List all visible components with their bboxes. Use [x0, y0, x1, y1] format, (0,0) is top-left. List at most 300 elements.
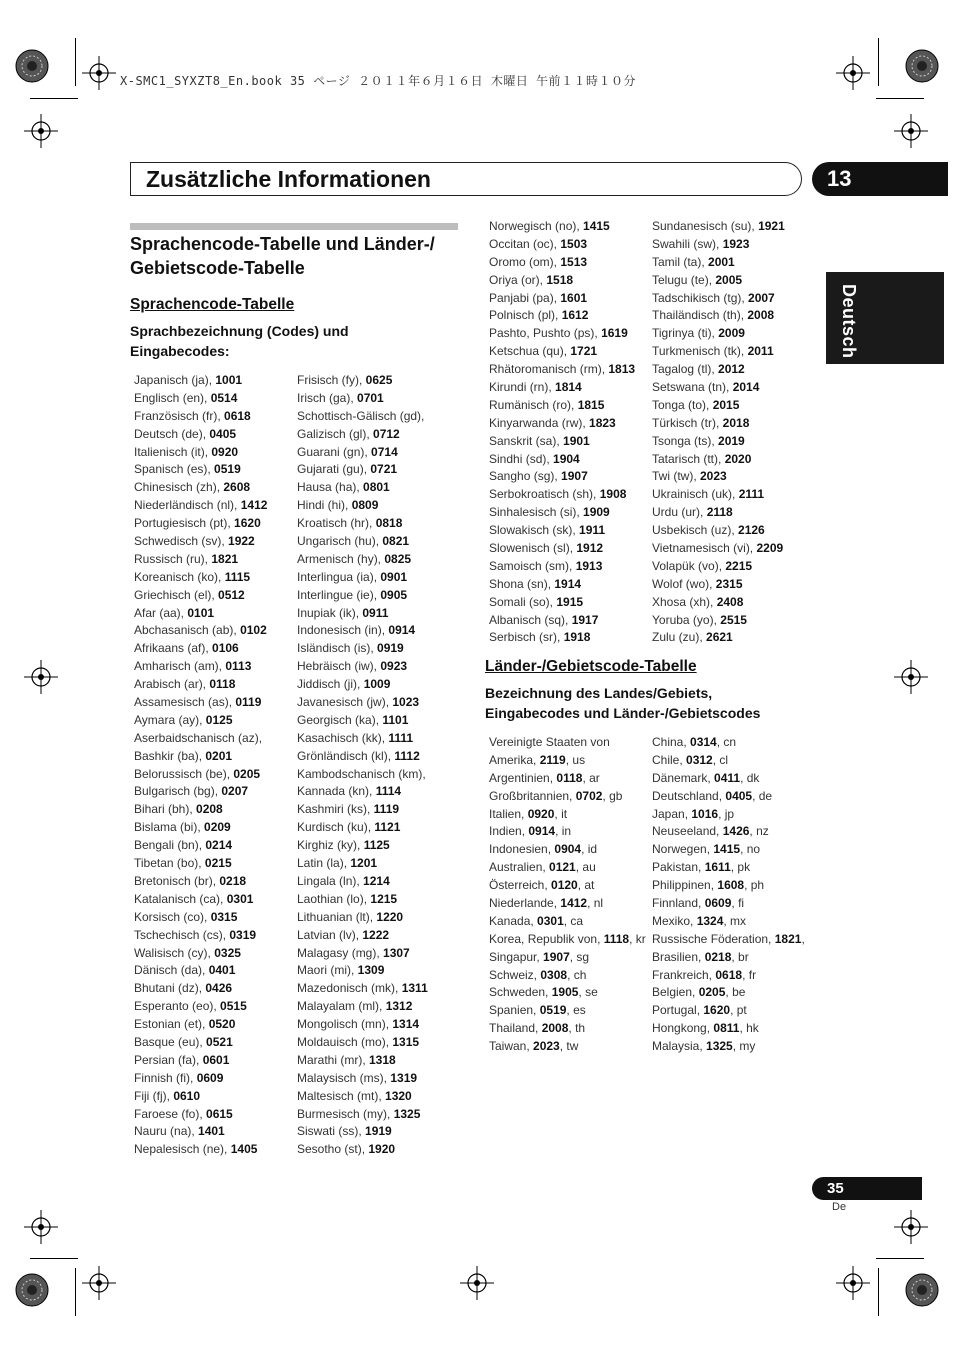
- entry-name: Esperanto (eo),: [134, 999, 221, 1014]
- registration-target-icon: [836, 56, 870, 90]
- entry-name: Occitan (oc),: [489, 236, 561, 251]
- entry-code: 1312: [385, 999, 413, 1014]
- code-entry: [134, 694, 267, 712]
- code-entry: [297, 730, 428, 748]
- entry-code: 2209: [756, 541, 784, 556]
- page-number: 35: [812, 1177, 922, 1200]
- entry-name: Lingala (ln),: [297, 873, 364, 888]
- code-entry: [652, 594, 785, 612]
- registration-target-icon: [836, 1266, 870, 1300]
- entry-code: 1101: [382, 712, 409, 727]
- code-entry: [489, 967, 646, 985]
- entry-code: 0207: [221, 784, 249, 799]
- lang-col-2: [297, 372, 428, 1159]
- code-entry: [489, 397, 635, 415]
- code-entry: [297, 444, 428, 462]
- entry-name: Slowenisch (sl),: [489, 541, 577, 556]
- code-entry: [134, 497, 267, 515]
- code-entry: [297, 1106, 428, 1124]
- entry-code: 0721: [370, 462, 398, 477]
- entry-name: Frankreich,: [652, 967, 716, 982]
- entry-code: 1201: [350, 856, 378, 871]
- entry-name: Italienisch (it),: [134, 444, 212, 459]
- code-entry: [134, 962, 267, 980]
- code-entry: [134, 1070, 267, 1088]
- entry-name: Maltesisch (mt),: [297, 1088, 386, 1103]
- code-entry: [297, 569, 428, 587]
- entry-name: Tigrinya (ti),: [652, 326, 719, 341]
- entry-name: Österreich,: [489, 878, 552, 893]
- entry-name: Schweiz,: [489, 967, 541, 982]
- crop-mark: [876, 98, 924, 99]
- entry-code: 0825: [384, 551, 412, 566]
- code-entry: [297, 748, 428, 766]
- entry-name: Bihari (bh),: [134, 802, 197, 817]
- entry-code: 1119: [373, 802, 400, 817]
- code-entry: [489, 415, 635, 433]
- entry-name: Neuseeland,: [652, 824, 723, 839]
- entry-code: 1907: [561, 469, 588, 484]
- code-entry: [489, 236, 635, 254]
- entry-suffix: , id: [581, 842, 598, 857]
- entry-name: Wolof (wo),: [652, 576, 716, 591]
- entry-name: Usbekisch (uz),: [652, 523, 739, 538]
- entry-code: 0319: [229, 927, 257, 942]
- code-entry: [134, 676, 267, 694]
- code-entry: [134, 1123, 267, 1141]
- code-entry: [297, 909, 428, 927]
- code-entry: [134, 587, 267, 605]
- code-entry: [134, 408, 267, 426]
- entry-code: 0609: [704, 896, 732, 911]
- entry-suffix: , tw: [559, 1039, 579, 1054]
- entry-name: Georgisch (ka),: [297, 712, 383, 727]
- code-entry: [489, 594, 635, 612]
- entry-code: 0618: [224, 408, 251, 423]
- code-entry: [652, 629, 785, 647]
- code-entry: [134, 927, 267, 945]
- entry-name: Oromo (om),: [489, 254, 561, 269]
- entry-name: Irisch (ga),: [297, 390, 358, 405]
- entry-code: 1307: [383, 945, 410, 960]
- entry-code: 0119: [235, 695, 262, 710]
- entry-name: Estonian (et),: [134, 1017, 209, 1032]
- entry-suffix: , cl: [712, 752, 729, 767]
- entry-name: Persian (fa),: [134, 1052, 203, 1067]
- crop-mark: [878, 38, 879, 86]
- entry-suffix: , in: [555, 824, 572, 839]
- entry-code: 1920: [368, 1142, 396, 1157]
- code-entry: [489, 468, 635, 486]
- code-entry: [489, 307, 635, 325]
- code-entry: [297, 980, 428, 998]
- entry-code: 1325: [706, 1039, 733, 1054]
- entry-suffix: , at: [577, 878, 595, 893]
- code-entry: [489, 1002, 646, 1020]
- entry-name: Taiwan,: [489, 1039, 534, 1054]
- code-entry: [489, 752, 646, 770]
- entry-code: 0325: [214, 945, 241, 960]
- code-entry: [489, 806, 646, 824]
- code-entry: [297, 783, 428, 801]
- entry-code: 1215: [370, 891, 398, 906]
- code-entry: [134, 1052, 267, 1070]
- entry-name: Mexiko,: [652, 913, 697, 928]
- entry-suffix: , th: [568, 1021, 586, 1036]
- entry-name: Laothian (lo),: [297, 891, 371, 906]
- entry-code: 1912: [576, 541, 604, 556]
- entry-name: Inupiak (ik),: [297, 605, 363, 620]
- code-entry: [134, 945, 267, 963]
- entry-code: 2001: [708, 254, 735, 269]
- entry-suffix: , ph: [744, 878, 765, 893]
- code-entry: [297, 587, 428, 605]
- code-entry: [652, 379, 785, 397]
- entry-name: Tatarisch (tt),: [652, 451, 725, 466]
- entry-name: Finnland,: [652, 896, 705, 911]
- entry-code: 0201: [205, 748, 233, 763]
- code-entry: [134, 748, 267, 766]
- entry-code: 0215: [204, 856, 232, 871]
- entry-name: Kirghiz (ky),: [297, 838, 364, 853]
- code-entry: [652, 218, 785, 236]
- code-entry: [652, 433, 785, 451]
- entry-name: Malagasy (mg),: [297, 945, 384, 960]
- entry-code: 1112: [394, 748, 420, 763]
- entry-code: 1813: [608, 362, 636, 377]
- entry-code: 0618: [715, 967, 743, 982]
- code-entry: [134, 1088, 267, 1106]
- entry-name: Setswana (tn),: [652, 380, 733, 395]
- entry-name: Sindhi (sd),: [489, 451, 554, 466]
- code-entry: [134, 569, 267, 587]
- entry-code: 0218: [704, 949, 732, 964]
- entry-code: 2315: [715, 576, 743, 591]
- entry-name: Bhutani (dz),: [134, 981, 206, 996]
- entry-name: Maori (mi),: [297, 963, 358, 978]
- entry-code: 1907: [543, 949, 570, 964]
- entry-suffix: , no: [740, 842, 761, 857]
- country-table-subheading: Bezeichnung des Landes/Gebiets, Eingabecodes und Länder-/Gebietscodes: [485, 685, 761, 721]
- entry-code: 1009: [363, 677, 391, 692]
- entry-code: 1917: [571, 612, 599, 627]
- code-entry: [134, 712, 267, 730]
- side-tab-label: Deutsch: [839, 284, 859, 359]
- code-entry: [134, 783, 267, 801]
- entry-code: 1412: [560, 896, 588, 911]
- crop-mark: [878, 1268, 879, 1316]
- entry-name: Urdu (ur),: [652, 505, 707, 520]
- entry-name: Hongkong,: [652, 1021, 714, 1036]
- code-entry: [489, 770, 646, 788]
- entry-suffix: , fr: [742, 967, 757, 982]
- code-entry: [652, 236, 785, 254]
- crop-mark: [75, 38, 76, 86]
- entry-name: Schwedisch (sv),: [134, 534, 229, 549]
- entry-name: Siswati (ss),: [297, 1124, 366, 1139]
- entry-name: Brasilien,: [652, 949, 705, 964]
- entry-name: Deutsch (de),: [134, 426, 210, 441]
- entry-code: 0914: [528, 824, 556, 839]
- code-entry: [652, 558, 785, 576]
- entry-name: Hindi (hi),: [297, 498, 352, 513]
- code-entry: [652, 1020, 805, 1038]
- entry-name: Philippinen,: [652, 878, 718, 893]
- entry-name: Mongolisch (mn),: [297, 1017, 393, 1032]
- code-entry: [297, 551, 428, 569]
- code-entry: [489, 540, 635, 558]
- entry-suffix: , nl: [587, 896, 604, 911]
- entry-name: Türkisch (tr),: [652, 415, 723, 430]
- entry-name: Portugiesisch (pt),: [134, 516, 235, 531]
- entry-code: 0405: [209, 426, 237, 441]
- entry-name: Kambodschanisch (km),: [297, 766, 426, 781]
- entry-name: Frisisch (fy),: [297, 373, 366, 387]
- entry-name: Armenisch (hy),: [297, 551, 385, 566]
- entry-code: 1513: [560, 254, 588, 269]
- country-table-heading: Länder-/Gebietscode-Tabelle: [485, 658, 697, 675]
- code-entry: [489, 1020, 646, 1038]
- entry-code: 1821: [211, 551, 239, 566]
- code-entry: [297, 1016, 428, 1034]
- entry-name: Russische Föderation,: [652, 931, 775, 946]
- country-col-1: [489, 734, 646, 1056]
- entry-code: 1901: [563, 433, 590, 448]
- entry-name: Mazedonisch (mk),: [297, 981, 402, 996]
- entry-name: Japanisch (ja),: [134, 373, 216, 387]
- entry-name: Afrikaans (af),: [134, 641, 213, 656]
- entry-code: 1619: [601, 326, 628, 341]
- entry-code: 1608: [717, 878, 745, 893]
- entry-name: Fiji (fj),: [134, 1088, 174, 1103]
- entry-code: 0601: [202, 1052, 230, 1067]
- entry-suffix: , ch: [567, 967, 587, 982]
- entry-name: Xhosa (xh),: [652, 594, 717, 609]
- entry-code: 2408: [716, 594, 744, 609]
- code-entry: [652, 967, 805, 985]
- entry-code: 0702: [575, 788, 603, 803]
- code-entry: [134, 1016, 267, 1034]
- code-entry: [297, 712, 428, 730]
- entry-name: Griechisch (el),: [134, 587, 219, 602]
- entry-name: Bretonisch (br),: [134, 873, 220, 888]
- code-entry: [297, 1034, 428, 1052]
- code-entry: [652, 415, 785, 433]
- entry-name: Tonga (to),: [652, 397, 713, 412]
- lang-table-heading: Sprachencode-Tabelle: [130, 296, 295, 313]
- code-entry: [652, 343, 785, 361]
- code-entry: [297, 927, 428, 945]
- entry-name: Telugu (te),: [652, 272, 716, 287]
- entry-code: 1518: [546, 272, 574, 287]
- entry-code: 1415: [713, 842, 741, 857]
- entry-code: 2018: [722, 415, 750, 430]
- entry-code: 1412: [240, 498, 268, 513]
- entry-suffix: , pt: [730, 1003, 747, 1018]
- entry-suffix: , be: [725, 985, 746, 1000]
- entry-code: 1111: [388, 730, 414, 745]
- registration-target-icon: [24, 1210, 58, 1244]
- entry-code: 0821: [382, 534, 410, 549]
- entry-name: Slowakisch (sk),: [489, 523, 580, 538]
- entry-name: Indien,: [489, 824, 529, 839]
- entry-name: Hebräisch (iw),: [297, 659, 381, 674]
- code-entry: [652, 931, 805, 949]
- entry-code: 0205: [233, 766, 261, 781]
- entry-suffix: , us: [565, 752, 586, 767]
- entry-code: 0919: [377, 641, 404, 656]
- entry-name: Swahili (sw),: [652, 236, 723, 251]
- entry-code: 2119: [539, 752, 566, 767]
- code-entry: [297, 408, 428, 426]
- entry-code: 1220: [376, 909, 404, 924]
- entry-name: Vereinigte Staaten von: [489, 735, 610, 749]
- code-entry: [297, 801, 428, 819]
- entry-name: Basque (eu),: [134, 1034, 207, 1049]
- entry-code: 0615: [206, 1106, 233, 1121]
- entry-code: 0519: [539, 1003, 567, 1018]
- entry-suffix: , my: [732, 1039, 756, 1054]
- entry-name: China,: [652, 735, 691, 749]
- code-entry: [134, 622, 267, 640]
- code-entry: [297, 533, 428, 551]
- book-header: X-SMC1_SYXZT8_En.book 35 ページ ２０１１年６月１６日 木曜日 午前１１時１０分: [120, 74, 637, 88]
- entry-name: Kinyarwanda (rw),: [489, 415, 590, 430]
- entry-name: Tibetan (bo),: [134, 856, 205, 871]
- star-target-icon: [14, 1272, 50, 1308]
- entry-name: Arabisch (ar),: [134, 677, 210, 692]
- entry-name: Nepalesisch (ne),: [134, 1142, 231, 1157]
- entry-code: 1016: [691, 806, 719, 821]
- entry-name: Singapur,: [489, 949, 544, 964]
- code-entry: [652, 307, 785, 325]
- entry-code: 0125: [205, 712, 233, 727]
- entry-suffix: , cn: [716, 735, 737, 749]
- entry-code: 1318: [369, 1052, 396, 1067]
- code-entry: [134, 819, 267, 837]
- crop-mark: [876, 1258, 924, 1259]
- code-entry: [652, 949, 805, 967]
- code-entry: [297, 497, 428, 515]
- entry-suffix: , es: [566, 1003, 586, 1018]
- entry-code: 1911: [579, 523, 606, 538]
- entry-code: 1815: [577, 397, 605, 412]
- entry-code: 2023: [533, 1039, 560, 1054]
- entry-name: Italien,: [489, 806, 528, 821]
- entry-suffix: ,: [801, 931, 805, 946]
- entry-name: Faroese (fo),: [134, 1106, 207, 1121]
- entry-name: Jiddisch (ji),: [297, 677, 364, 692]
- code-entry: [489, 486, 635, 504]
- entry-code: 0609: [196, 1070, 224, 1085]
- code-entry: [134, 837, 267, 855]
- code-entry: [489, 877, 646, 895]
- entry-name: Vietnamesisch (vi),: [652, 541, 757, 556]
- entry-code: 2215: [725, 558, 753, 573]
- entry-name: Javanesisch (jw),: [297, 695, 393, 710]
- entry-code: 0118: [209, 677, 236, 692]
- code-entry: [652, 752, 805, 770]
- entry-name: Amharisch (am),: [134, 659, 226, 674]
- entry-code: 0102: [240, 623, 267, 638]
- code-entry: [134, 909, 267, 927]
- entry-suffix: , ca: [563, 913, 584, 928]
- entry-code: 2020: [724, 451, 752, 466]
- entry-name: Sundanesisch (su),: [652, 219, 759, 233]
- entry-name: Latvian (lv),: [297, 927, 363, 942]
- entry-code: 0714: [371, 444, 398, 459]
- code-entry: [134, 658, 267, 676]
- code-entry: [489, 325, 635, 343]
- entry-code: 2515: [720, 612, 747, 627]
- code-entry: [134, 533, 267, 551]
- entry-code: 0214: [205, 838, 233, 853]
- crop-mark: [30, 98, 78, 99]
- entry-code: 2126: [738, 523, 765, 538]
- code-entry: [652, 984, 805, 1002]
- entry-code: 0712: [373, 426, 400, 441]
- entry-code: 1919: [365, 1124, 392, 1139]
- entry-name: Chinesisch (zh),: [134, 480, 224, 495]
- code-entry: [134, 1141, 267, 1159]
- code-entry: [297, 1088, 428, 1106]
- code-entry: [489, 984, 646, 1002]
- entry-name: Schottisch-Gälisch (gd),: [297, 408, 425, 423]
- entry-name: Nauru (na),: [134, 1124, 199, 1139]
- entry-code: 0205: [698, 985, 726, 1000]
- entry-name: Ketschua (qu),: [489, 344, 571, 359]
- entry-code: 1904: [553, 451, 580, 466]
- code-entry: [652, 504, 785, 522]
- entry-code: 0920: [211, 444, 239, 459]
- entry-code: 1401: [198, 1124, 225, 1139]
- code-entry: [489, 218, 635, 236]
- entry-name: Pashto, Pushto (ps),: [489, 326, 602, 341]
- entry-name: Tadschikisch (tg),: [652, 290, 749, 305]
- entry-code: 0914: [388, 623, 416, 638]
- entry-code: 1922: [228, 534, 255, 549]
- page-language: De: [832, 1201, 847, 1213]
- entry-name: Zulu (zu),: [652, 630, 707, 645]
- entry-name: Malayalam (ml),: [297, 999, 386, 1014]
- entry-name: Bengali (bn),: [134, 838, 206, 853]
- entry-name: Afar (aa),: [134, 605, 188, 620]
- entry-name: Norwegen,: [652, 842, 714, 857]
- entry-suffix: , dk: [740, 770, 760, 785]
- entry-name: Tschechisch (cs),: [134, 927, 230, 942]
- entry-name: Albanisch (sq),: [489, 612, 572, 627]
- code-entry: [489, 451, 635, 469]
- code-entry: [297, 694, 428, 712]
- code-entry: [652, 1038, 805, 1056]
- code-entry: [652, 397, 785, 415]
- code-entry: [489, 504, 635, 522]
- lang-table-subheading: Sprachbezeichnung (Codes) und Eingabecodes:: [130, 323, 349, 359]
- entry-code: 1314: [392, 1017, 420, 1032]
- code-entry: [652, 451, 785, 469]
- entry-code: 0120: [551, 878, 578, 893]
- code-entry: [489, 254, 635, 272]
- entry-code: 2012: [718, 362, 745, 377]
- entry-code: 1405: [230, 1142, 258, 1157]
- entry-code: 0920: [527, 806, 555, 821]
- entry-name: Indonesisch (in),: [297, 623, 389, 638]
- entry-code: 1114: [375, 784, 402, 799]
- entry-name: Grönländisch (kl),: [297, 748, 395, 763]
- entry-name: Turkmenisch (tk),: [652, 344, 748, 359]
- lang-col-4: [652, 218, 785, 647]
- code-entry: [297, 605, 428, 623]
